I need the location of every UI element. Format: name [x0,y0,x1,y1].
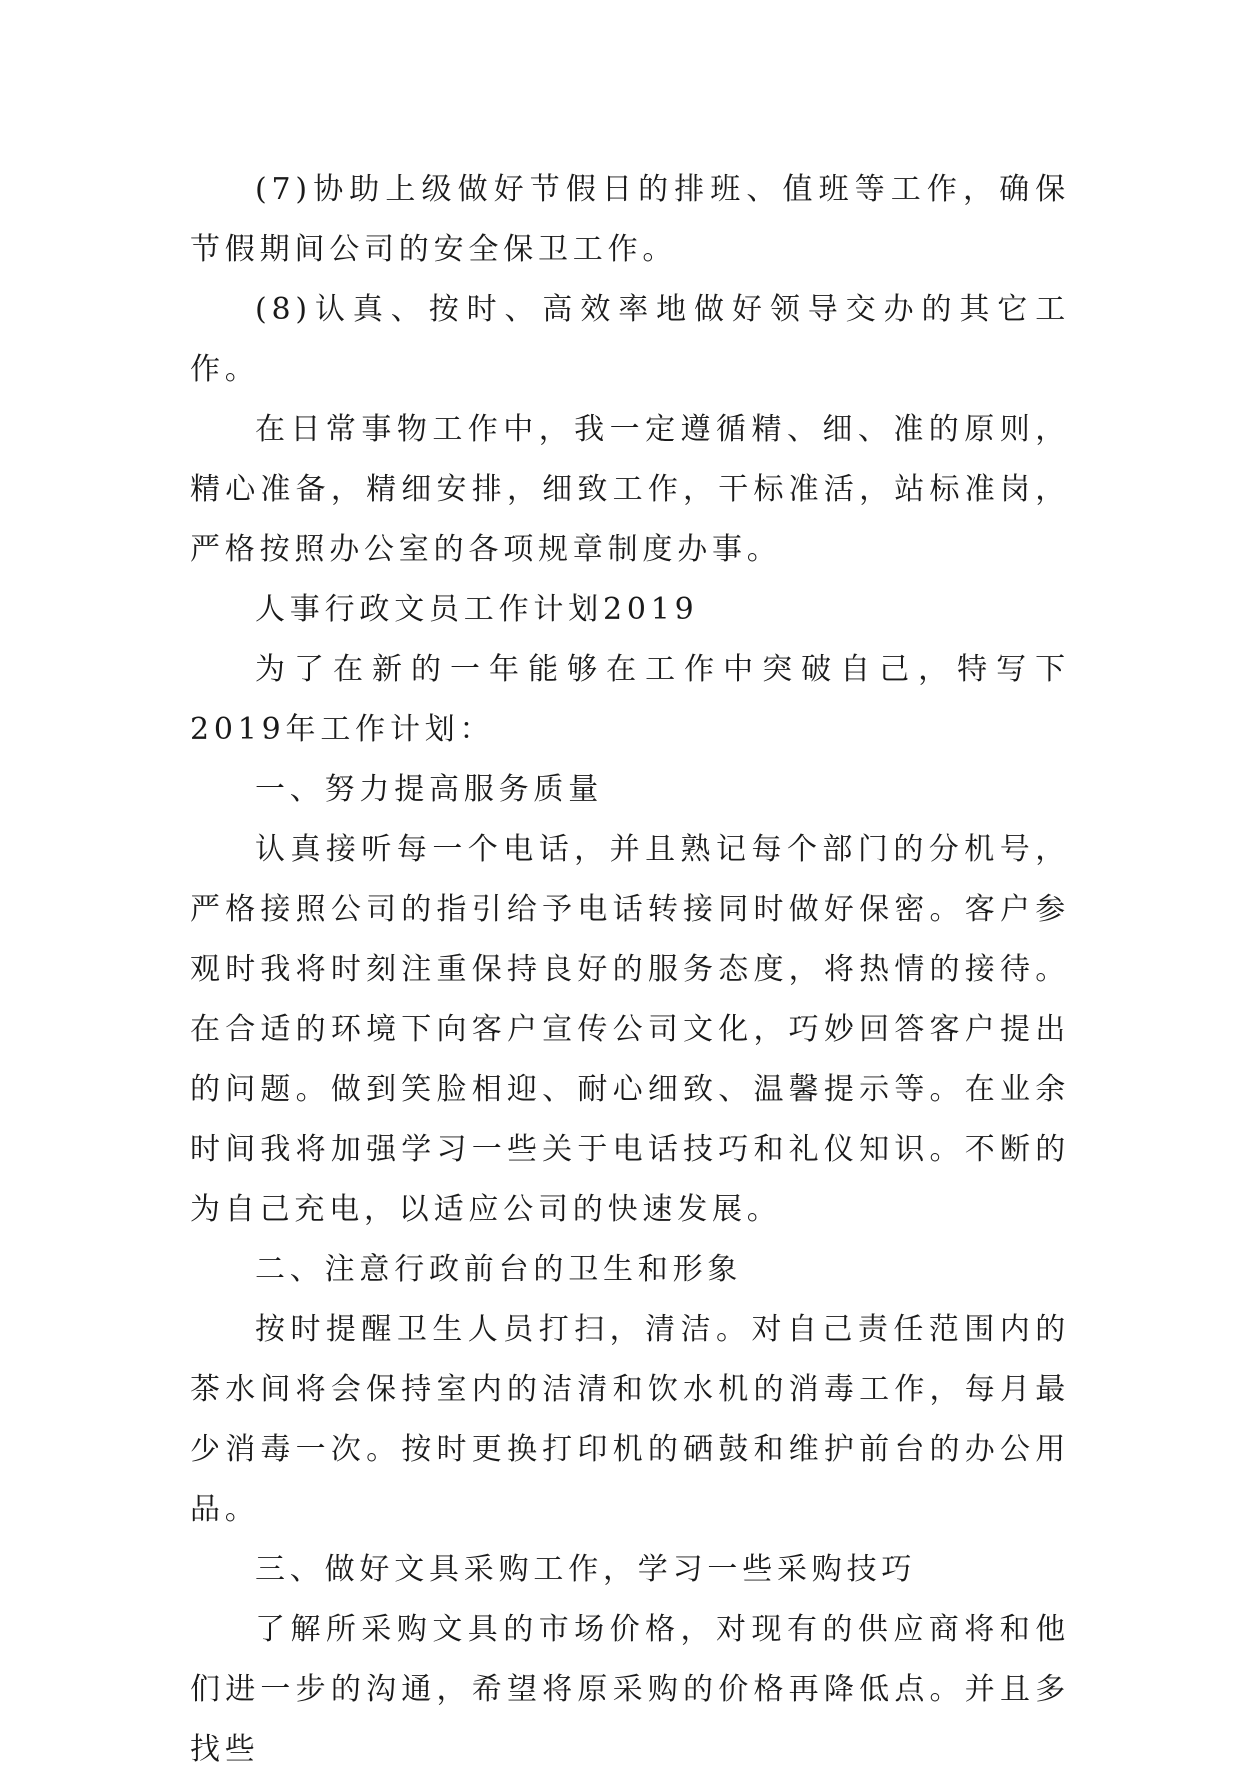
paragraph-item-8: (8)认真、按时、高效率地做好领导交办的其它工作。 [190,292,1070,387]
paragraph-item-7: (7)协助上级做好节假日的排班、值班等工作，确保节假期间公司的安全保卫工作。 [190,172,1070,267]
paragraph-daily-work: 在日常事物工作中，我一定遵循精、细、准的原则，精心准备，精细安排，细致工作，干标准活，站标准岗，严格按照办公室的各项规章制度办事。 [190,412,1070,567]
heading-service-quality: 一、努力提高服务质量 [255,772,603,807]
paragraph-front-desk-hygiene: 按时提醒卫生人员打扫，清洁。对自己责任范围内的茶水间将会保持室内的洁清和饮水机的消毒工作，每月最少消毒一次。按时更换打印机的硒鼓和维护前台的办公用品。 [190,1312,1070,1527]
paragraph-stationery-purchase: 了解所采购文具的市场价格，对现有的供应商将和他们进一步的沟通，希望将原采购的价格再降低点。并且多找些 [190,1612,1070,1767]
paragraph-plan-intro: 为了在新的一年能够在工作中突破自己，特写下2019年工作计划： [190,652,1070,747]
heading-front-desk-hygiene: 二、注意行政前台的卫生和形象 [255,1252,743,1287]
document-body [190,160,1070,1780]
heading-stationery-purchase: 三、做好文具采购工作，学习一些采购技巧 [255,1552,917,1587]
section-title-work-plan: 人事行政文员工作计划2019 [255,592,699,627]
paragraph-service-quality: 认真接听每一个电话，并且熟记每个部门的分机号，严格接照公司的指引给予电话转接同时做好保密。客户参观时我将时刻注重保持良好的服务态度，将热情的接待。在合适的环境下向客户宣传公司文化，巧妙回答客户提出的问题。做到笑脸相迎、耐心细致、温馨提示等。在业余时间我将加强学习一些关于电话技巧和礼仪知识。不断的为自己充电，以适应公司的快速发展。 [190,832,1070,1227]
